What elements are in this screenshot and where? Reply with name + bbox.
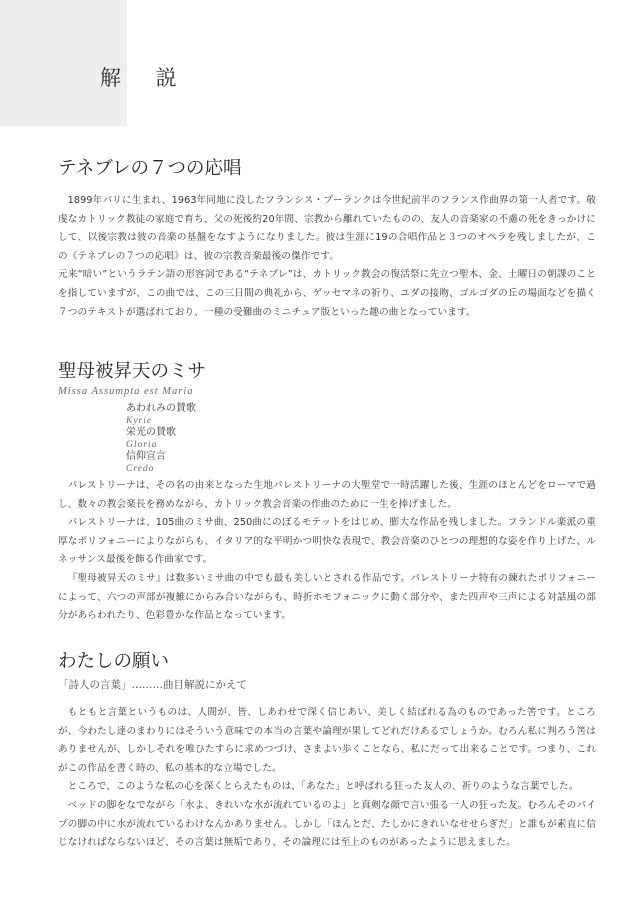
section-title: わたしの願い [58, 651, 170, 672]
section-body [58, 477, 596, 626]
movement-title: 信仰宣言 [126, 451, 166, 462]
paragraph: ベッドの脚をなでながら「水よ、きれいな水が流れているのよ」と真剣な顔で言い張る一人の狂った友。むろんそのパイプの脚の中に水が流れているわけなんかありません。しかし「ほんとだ、たしかにきれいなせせらぎだ」と誰もが素直に信じなければならないほど、その言葉は無垢であり、その論理には至上のものがあったように思えました。 [58, 799, 596, 849]
movement-latin: Kyrie [126, 416, 153, 426]
movement-title: 栄光の賛歌 [126, 427, 176, 438]
movement-item [126, 427, 596, 451]
paragraph: パレストリーナは、105曲のミサ曲、250曲にのぼるモテットをはじめ、膨大な作品を残しました。フランドル楽派の重厚なポリフォニーによりながらも、イタリア的な平明かつ明快な表現で、教会音楽のひとつの理想的な姿を作り上げた、ルネッサンス最後を飾る作曲家です。 [58, 517, 596, 566]
page-title: 解 説 [100, 66, 191, 90]
paragraph: 『聖母被昇天のミサ』は数多いミサ曲の中でも最も美しいとされる作品です。パレストリーナ特有の練れたポリフォニーによって、六つの声部が複雑にからみ合いながらも、時折ホモフォニックに動く部分や、また四声や三声による対話風の部分があらわれたり、色彩豊かな作品となっています。 [58, 572, 596, 622]
movement-list [126, 403, 596, 475]
section-body [58, 192, 596, 322]
section-body [58, 704, 596, 853]
section-subtitle: 「詩人の言葉」………曲目解説にかえて [58, 679, 247, 691]
section-missa [58, 360, 596, 626]
movement-latin: Gloria [126, 440, 158, 450]
section-title: テネブレの７つの応唱 [58, 158, 242, 179]
paragraph: もともと言葉というものは、人間が、皆、しあわせで深く信じあい、美しく結ばれる為のものであった筈です。ところが、今わたし達のまわりにはそういう意味での本当の言葉や論理が果してどれだけあるでしょうか。むろん私に判ろう筈はありませんが、しかしそれを唯ひたすらに求めつづけ、さまよい歩くことなら、私にだって出来ることです。つまり、これがこの作品を書く時の、私の基本的な立場でした。 [58, 707, 596, 774]
movement-item [126, 403, 596, 427]
movement-latin: Credo [126, 464, 155, 474]
section-wish [58, 650, 596, 853]
paragraph: ところで、このような私の心を深くとらえたものは、「あなた」と呼ばれる狂った友人の、祈りのような言葉でした。 [67, 781, 579, 793]
paragraph: パレストリーナは、その名の由来となった生地パレストリーナの大聖堂で一時活躍した後、生涯のほとんどをローマで過し、数々の教会楽長を務めながら、カトリック教会音楽の作曲のために一生を捧げました。 [58, 480, 596, 510]
paragraph: 1899年パリに生まれ、1963年同地に没したフランシス・プーランクは今世紀前半のフランス作曲界の第一人者です。敬虔なカトリック教徒の家庭で育ち、父の死後約20年間、宗教から離れていたものの、友人の音楽家の不慮の死をきっかけにして、以後宗教は彼の音楽の基盤をなすようになりました。彼は生涯に19の合唱作品と３つのオペラを残しましたが、この《テネブレの７つの応唱》は、彼の宗教音楽最後の傑作です。 [58, 195, 596, 262]
section-subtitle: Missa Assumpta est Maria [58, 386, 194, 397]
paragraph: 元来“暗い”というラテン語の形容詞である“テネブレ”は、カトリック教会の復活祭に先立つ聖木、金、土曜日の朝課のことを指していますが、この曲では、この三日間の典礼から、ゲッセマネの祈り、ユダの接吻、ゴルゴダの丘の場面などを描く７つのテキストが選ばれており、一種の受難曲のミニチュア版といった趣の曲となっています。 [58, 269, 596, 318]
movement-item [126, 451, 596, 475]
section-title: 聖母被昇天のミサ [58, 361, 207, 382]
section-tenebrae [58, 157, 596, 322]
movement-title: あわれみの賛歌 [126, 403, 196, 414]
